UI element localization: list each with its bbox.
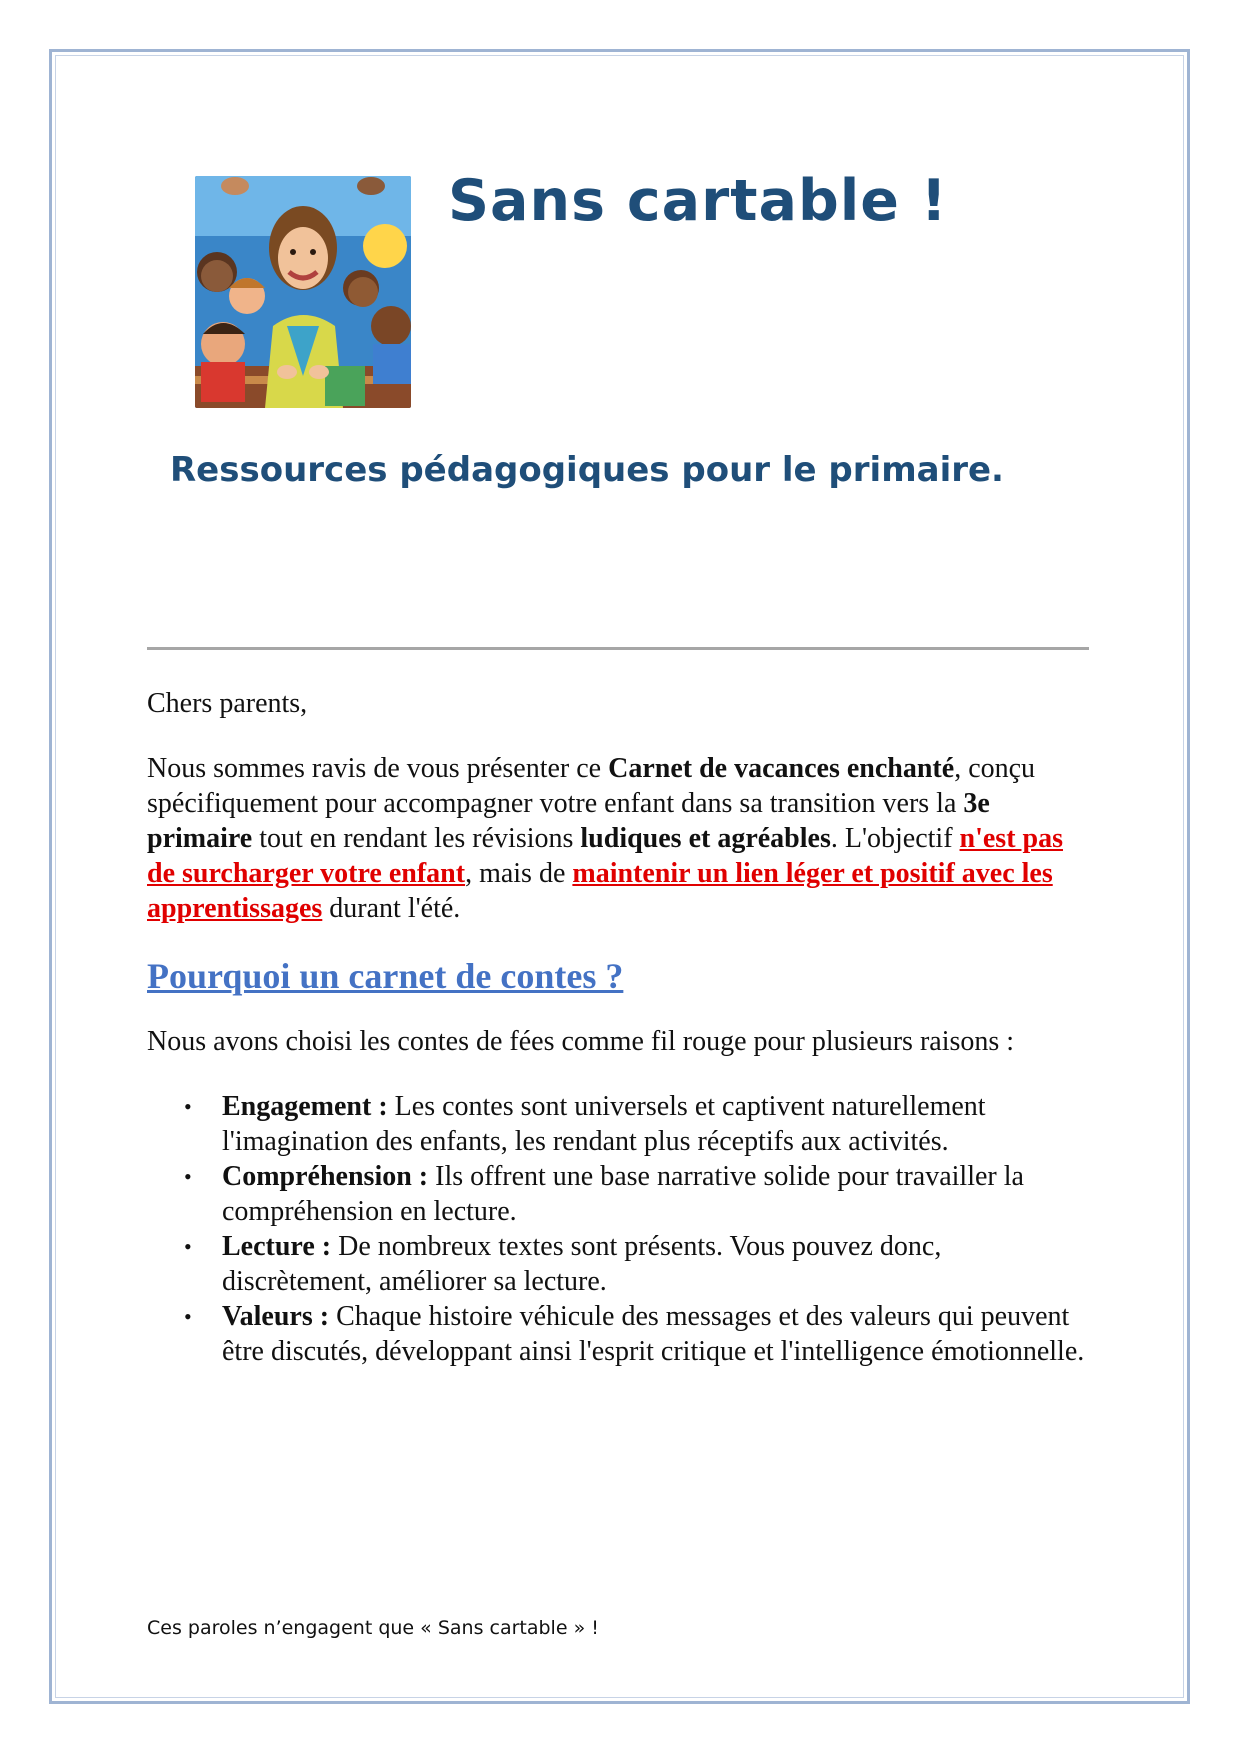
list-item-text: Ils offrent une base narrative solide pour travailler la compréhension en lecture. (222, 1161, 1024, 1227)
intro-emphasis: maintenir un lien léger et positif avec les apprentissages (147, 858, 1053, 924)
list-item-term: Lecture : (222, 1231, 332, 1262)
intro-text: tout en rendant les révisions (252, 823, 581, 854)
list-item-text: Les contes sont universels et captivent naturellement l'imagination des enfants, les rendant plus réceptifs aux activités. (222, 1091, 986, 1157)
list-item (222, 1159, 1097, 1229)
brand-title: Sans cartable ! (448, 168, 948, 234)
list-item-term: Compréhension : (222, 1161, 429, 1192)
intro-paragraph (147, 751, 1097, 926)
section-heading: Pourquoi un carnet de contes ? (147, 956, 624, 996)
list-item (222, 1089, 1097, 1159)
list-item-term: Valeurs : (222, 1301, 330, 1332)
footer-disclaimer: Ces paroles n’engagent que « Sans cartable » ! (147, 1617, 599, 1639)
list-item (222, 1299, 1097, 1369)
intro-bold: Carnet de vacances enchanté (608, 753, 955, 784)
intro-bold: ludiques et agréables (580, 823, 831, 854)
intro-text: durant l'été. (322, 893, 461, 924)
intro-text: . L'objectif (830, 823, 960, 854)
intro-emphasis: n'est pas de surcharger votre enfant (147, 823, 1063, 889)
intro-text: , conçu spécifiquement pour accompagner votre enfant dans sa transition vers la (147, 753, 1036, 819)
greeting: Chers parents, (147, 688, 308, 719)
teacher-with-children-illustration (195, 176, 411, 408)
horizontal-divider (147, 647, 1089, 650)
letter-body (147, 686, 1097, 1369)
intro-text: , mais de (465, 858, 573, 889)
intro-text: Nous sommes ravis de vous présenter ce (147, 753, 609, 784)
list-item (222, 1229, 1097, 1299)
list-item-term: Engagement : (222, 1091, 388, 1122)
reasons-list (147, 1089, 1097, 1369)
list-item-text: Chaque histoire véhicule des messages et des valeurs qui peuvent être discutés, développant ainsi l'esprit critique et l'intelligence émotionnelle. (222, 1301, 1085, 1367)
section-lead: Nous avons choisi les contes de fées comme fil rouge pour plusieurs raisons : (147, 1026, 1015, 1057)
intro-bold: 3e primaire (147, 788, 990, 854)
list-item-text: De nombreux textes sont présents. Vous pouvez donc, discrètement, améliorer sa lecture. (222, 1231, 942, 1297)
tagline: Ressources pédagogiques pour le primaire. (170, 450, 1004, 490)
